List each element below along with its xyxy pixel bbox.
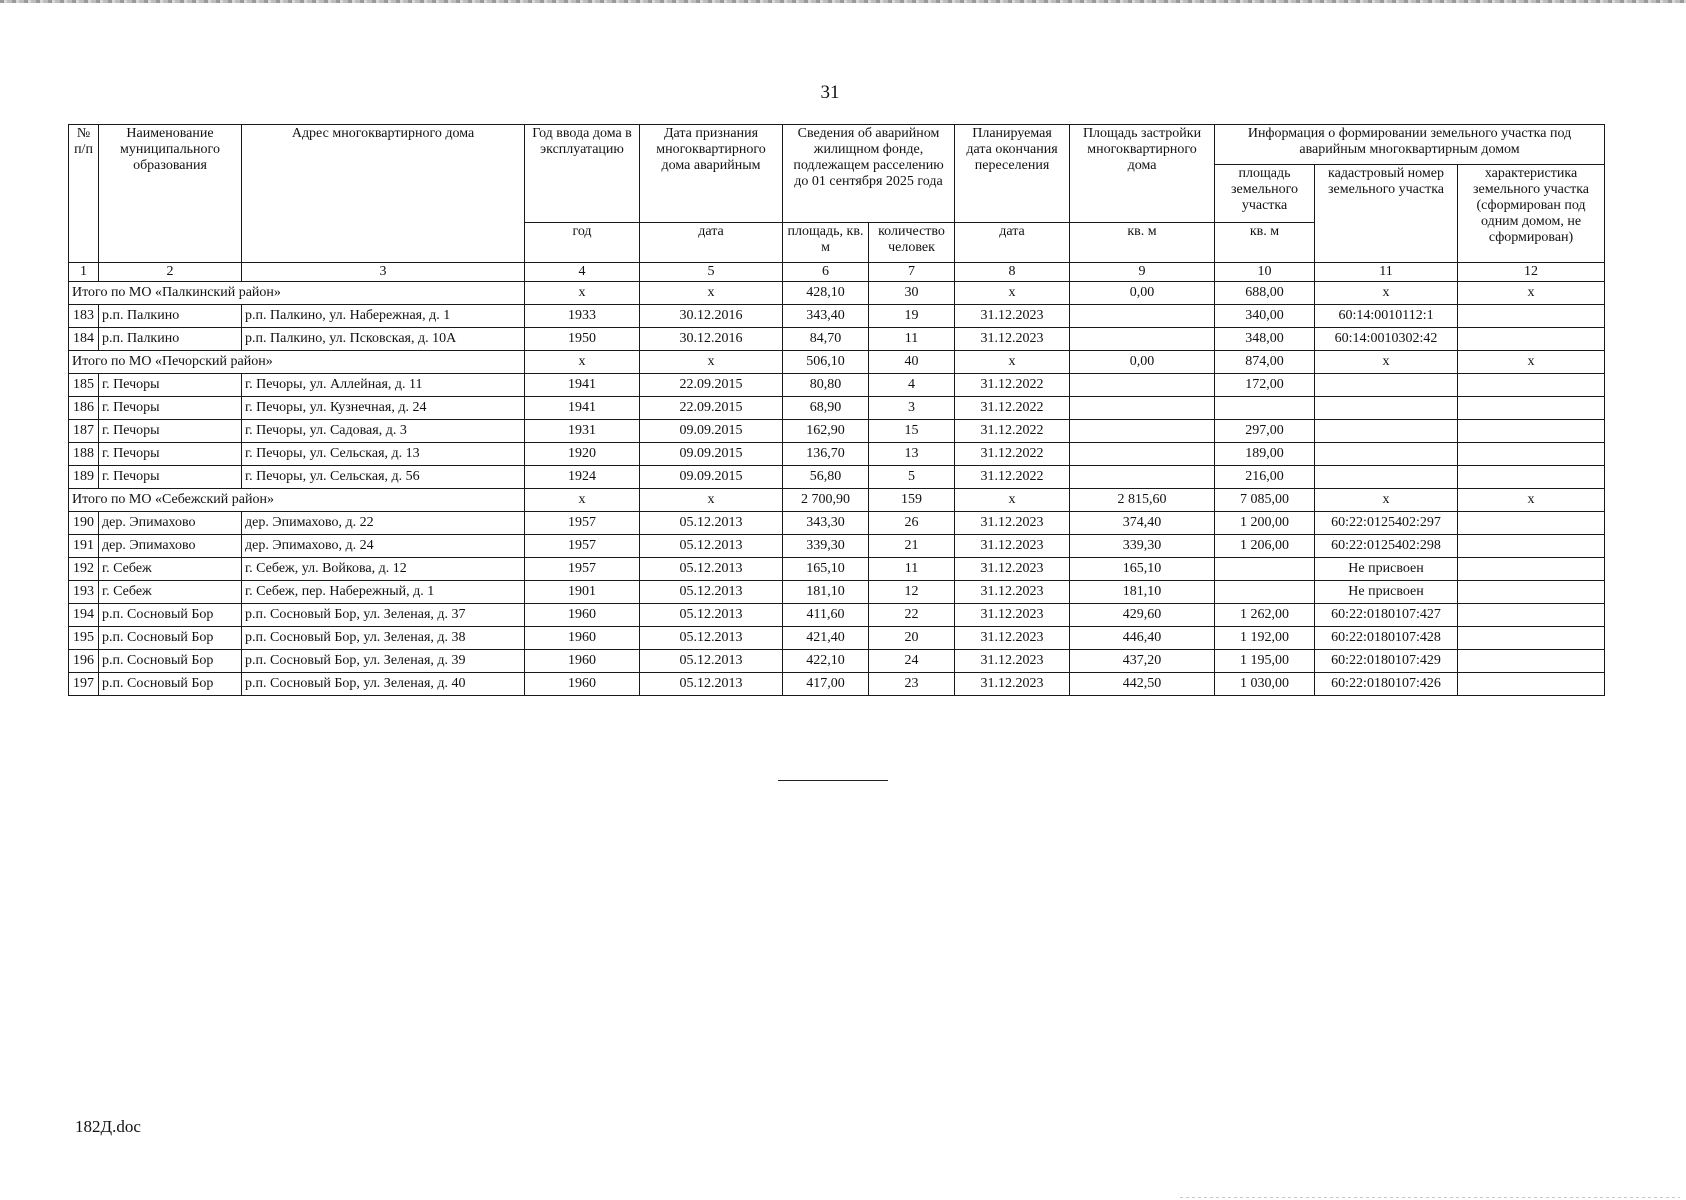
building-area-cell: [1070, 305, 1215, 328]
cadastral-cell: [1315, 374, 1458, 397]
building-area-cell: [1070, 466, 1215, 489]
land-area-cell: 340,00: [1215, 305, 1315, 328]
building-area-cell: [1070, 420, 1215, 443]
row-number: 191: [69, 535, 99, 558]
year-cell: 1957: [525, 512, 640, 535]
planned-date-cell: 31.12.2023: [955, 328, 1070, 351]
cadastral-cell: 60:22:0125402:298: [1315, 535, 1458, 558]
planned-date-cell: x: [955, 489, 1070, 512]
file-reference: 182Д.doc: [75, 1117, 141, 1136]
planned-date-cell: 31.12.2023: [955, 512, 1070, 535]
column-number: 7: [869, 263, 955, 282]
people-cell: 11: [869, 328, 955, 351]
area-cell: 165,10: [783, 558, 869, 581]
cadastral-cell: 60:22:0180107:426: [1315, 673, 1458, 696]
unit-sqm-9: кв. м: [1070, 223, 1215, 263]
row-number: 193: [69, 581, 99, 604]
emergency-date-cell: 05.12.2013: [640, 512, 783, 535]
planned-date-cell: 31.12.2023: [955, 581, 1070, 604]
emergency-date-cell: 22.09.2015: [640, 374, 783, 397]
cadastral-cell: Не присвоен: [1315, 558, 1458, 581]
header-municipality: Наименование муниципального образования: [99, 125, 242, 263]
unit-date-8: дата: [955, 223, 1070, 263]
area-cell: 422,10: [783, 650, 869, 673]
building-area-cell: 2 815,60: [1070, 489, 1215, 512]
year-cell: 1901: [525, 581, 640, 604]
unit-people: количество человек: [869, 223, 955, 263]
subtotal-row: [69, 489, 1605, 512]
building-area-cell: 429,60: [1070, 604, 1215, 627]
people-cell: 5: [869, 466, 955, 489]
land-area-cell: [1215, 397, 1315, 420]
column-number: 10: [1215, 263, 1315, 282]
cadastral-cell: [1315, 466, 1458, 489]
header-no: № п/п: [69, 125, 99, 263]
year-cell: 1941: [525, 397, 640, 420]
cadastral-cell: 60:14:0010302:42: [1315, 328, 1458, 351]
building-area-cell: [1070, 397, 1215, 420]
land-char-cell: x: [1458, 489, 1605, 512]
planned-date-cell: x: [955, 351, 1070, 374]
column-number-row: [69, 263, 1605, 282]
land-char-cell: [1458, 604, 1605, 627]
building-area-cell: 339,30: [1070, 535, 1215, 558]
address-cell: г. Себеж, ул. Войкова, д. 12: [242, 558, 525, 581]
municipality-cell: г. Себеж: [99, 581, 242, 604]
people-cell: 15: [869, 420, 955, 443]
area-cell: 136,70: [783, 443, 869, 466]
land-char-cell: [1458, 397, 1605, 420]
municipality-cell: г. Печоры: [99, 420, 242, 443]
land-area-cell: 1 030,00: [1215, 673, 1315, 696]
municipality-cell: р.п. Сосновый Бор: [99, 627, 242, 650]
emergency-date-cell: x: [640, 282, 783, 305]
column-number: 9: [1070, 263, 1215, 282]
closing-rule: [778, 780, 888, 781]
row-number: 188: [69, 443, 99, 466]
table-row: [69, 512, 1605, 535]
row-number: 195: [69, 627, 99, 650]
unit-sqm-10: кв. м: [1215, 223, 1315, 263]
planned-date-cell: 31.12.2023: [955, 673, 1070, 696]
land-char-cell: [1458, 305, 1605, 328]
address-cell: р.п. Сосновый Бор, ул. Зеленая, д. 37: [242, 604, 525, 627]
emergency-date-cell: 09.09.2015: [640, 466, 783, 489]
building-area-cell: 0,00: [1070, 351, 1215, 374]
planned-date-cell: 31.12.2022: [955, 466, 1070, 489]
land-area-cell: 1 192,00: [1215, 627, 1315, 650]
emergency-date-cell: x: [640, 351, 783, 374]
address-cell: дер. Эпимахово, д. 22: [242, 512, 525, 535]
building-area-cell: [1070, 328, 1215, 351]
unit-date-5: дата: [640, 223, 783, 263]
table-row: [69, 581, 1605, 604]
planned-date-cell: 31.12.2023: [955, 604, 1070, 627]
land-char-cell: [1458, 535, 1605, 558]
subtotal-label: Итого по МО «Себежский район»: [69, 489, 525, 512]
table-row: [69, 466, 1605, 489]
planned-date-cell: 31.12.2022: [955, 374, 1070, 397]
land-char-cell: [1458, 673, 1605, 696]
building-area-cell: 374,40: [1070, 512, 1215, 535]
row-number: 196: [69, 650, 99, 673]
address-cell: г. Печоры, ул. Садовая, д. 3: [242, 420, 525, 443]
municipality-cell: дер. Эпимахово: [99, 535, 242, 558]
land-char-cell: [1458, 466, 1605, 489]
table-row: [69, 328, 1605, 351]
cadastral-cell: [1315, 397, 1458, 420]
land-area-cell: 874,00: [1215, 351, 1315, 374]
cadastral-cell: 60:22:0180107:429: [1315, 650, 1458, 673]
address-cell: р.п. Палкино, ул. Набережная, д. 1: [242, 305, 525, 328]
area-cell: 80,80: [783, 374, 869, 397]
area-cell: 68,90: [783, 397, 869, 420]
header-building-area: Площадь застройки многоквартирного дома: [1070, 125, 1215, 223]
address-cell: г. Печоры, ул. Аллейная, д. 11: [242, 374, 525, 397]
column-number: 3: [242, 263, 525, 282]
emergency-date-cell: 05.12.2013: [640, 673, 783, 696]
planned-date-cell: 31.12.2023: [955, 558, 1070, 581]
building-area-cell: 0,00: [1070, 282, 1215, 305]
row-number: 190: [69, 512, 99, 535]
building-area-cell: [1070, 374, 1215, 397]
municipality-cell: г. Печоры: [99, 397, 242, 420]
area-cell: 181,10: [783, 581, 869, 604]
people-cell: 20: [869, 627, 955, 650]
area-cell: 411,60: [783, 604, 869, 627]
people-cell: 22: [869, 604, 955, 627]
header-cadastral: кадастровый номер земельного участка: [1315, 165, 1458, 263]
land-area-cell: 1 262,00: [1215, 604, 1315, 627]
header-land-char: характеристика земельного участка (сформирован под одним домом, не сформирован): [1458, 165, 1605, 263]
address-cell: г. Себеж, пер. Набережный, д. 1: [242, 581, 525, 604]
column-number: 4: [525, 263, 640, 282]
area-cell: 162,90: [783, 420, 869, 443]
address-cell: р.п. Сосновый Бор, ул. Зеленая, д. 40: [242, 673, 525, 696]
row-number: 184: [69, 328, 99, 351]
area-cell: 421,40: [783, 627, 869, 650]
people-cell: 26: [869, 512, 955, 535]
row-number: 185: [69, 374, 99, 397]
row-number: 187: [69, 420, 99, 443]
building-area-cell: 165,10: [1070, 558, 1215, 581]
cadastral-cell: 60:14:0010112:1: [1315, 305, 1458, 328]
year-cell: x: [525, 282, 640, 305]
land-area-cell: [1215, 558, 1315, 581]
table-row: [69, 420, 1605, 443]
land-char-cell: [1458, 627, 1605, 650]
land-char-cell: [1458, 558, 1605, 581]
municipality-cell: г. Печоры: [99, 374, 242, 397]
area-cell: 56,80: [783, 466, 869, 489]
municipality-cell: р.п. Палкино: [99, 328, 242, 351]
cadastral-cell: [1315, 420, 1458, 443]
people-cell: 40: [869, 351, 955, 374]
cadastral-cell: x: [1315, 351, 1458, 374]
scan-edge-bottom: [1180, 1197, 1680, 1198]
row-number: 192: [69, 558, 99, 581]
land-area-cell: 348,00: [1215, 328, 1315, 351]
header-planned-date: Планируемая дата окончания переселения: [955, 125, 1070, 223]
subtotal-row: [69, 351, 1605, 374]
municipality-cell: р.п. Палкино: [99, 305, 242, 328]
land-char-cell: [1458, 512, 1605, 535]
people-cell: 19: [869, 305, 955, 328]
header-address: Адрес многоквартирного дома: [242, 125, 525, 263]
land-char-cell: [1458, 581, 1605, 604]
area-cell: 343,40: [783, 305, 869, 328]
land-area-cell: 1 200,00: [1215, 512, 1315, 535]
column-number: 5: [640, 263, 783, 282]
people-cell: 24: [869, 650, 955, 673]
municipality-cell: г. Себеж: [99, 558, 242, 581]
municipality-cell: г. Печоры: [99, 443, 242, 466]
table-row: [69, 374, 1605, 397]
land-area-cell: 189,00: [1215, 443, 1315, 466]
people-cell: 11: [869, 558, 955, 581]
people-cell: 23: [869, 673, 955, 696]
building-area-cell: 442,50: [1070, 673, 1215, 696]
table-row: [69, 397, 1605, 420]
building-area-cell: 437,20: [1070, 650, 1215, 673]
area-cell: 84,70: [783, 328, 869, 351]
land-area-cell: 1 206,00: [1215, 535, 1315, 558]
municipality-cell: р.п. Сосновый Бор: [99, 650, 242, 673]
table-row: [69, 305, 1605, 328]
people-cell: 12: [869, 581, 955, 604]
area-cell: 343,30: [783, 512, 869, 535]
year-cell: 1941: [525, 374, 640, 397]
address-cell: г. Печоры, ул. Сельская, д. 13: [242, 443, 525, 466]
land-char-cell: x: [1458, 351, 1605, 374]
land-char-cell: x: [1458, 282, 1605, 305]
year-cell: x: [525, 489, 640, 512]
subtotal-row: [69, 282, 1605, 305]
address-cell: р.п. Палкино, ул. Псковская, д. 10А: [242, 328, 525, 351]
cadastral-cell: x: [1315, 489, 1458, 512]
header-emergency-fund: Сведения об аварийном жилищном фонде, подлежащем расселению до 01 сентября 2025 года: [783, 125, 955, 223]
address-cell: г. Печоры, ул. Кузнечная, д. 24: [242, 397, 525, 420]
emergency-date-cell: 05.12.2013: [640, 650, 783, 673]
column-number: 1: [69, 263, 99, 282]
table-row: [69, 650, 1605, 673]
people-cell: 30: [869, 282, 955, 305]
year-cell: 1957: [525, 558, 640, 581]
people-cell: 3: [869, 397, 955, 420]
land-area-cell: 688,00: [1215, 282, 1315, 305]
year-cell: x: [525, 351, 640, 374]
land-area-cell: 216,00: [1215, 466, 1315, 489]
table-row: [69, 673, 1605, 696]
municipality-cell: р.п. Сосновый Бор: [99, 673, 242, 696]
year-cell: 1924: [525, 466, 640, 489]
cadastral-cell: Не присвоен: [1315, 581, 1458, 604]
row-number: 183: [69, 305, 99, 328]
emergency-date-cell: 05.12.2013: [640, 558, 783, 581]
header-land-area: площадь земельного участка: [1215, 165, 1315, 223]
land-area-cell: 297,00: [1215, 420, 1315, 443]
land-area-cell: 1 195,00: [1215, 650, 1315, 673]
emergency-date-cell: 22.09.2015: [640, 397, 783, 420]
emergency-date-cell: 05.12.2013: [640, 604, 783, 627]
emergency-date-cell: 30.12.2016: [640, 305, 783, 328]
area-cell: 339,30: [783, 535, 869, 558]
planned-date-cell: 31.12.2022: [955, 397, 1070, 420]
building-area-cell: [1070, 443, 1215, 466]
address-cell: г. Печоры, ул. Сельская, д. 56: [242, 466, 525, 489]
building-area-cell: 446,40: [1070, 627, 1215, 650]
people-cell: 4: [869, 374, 955, 397]
emergency-date-cell: 30.12.2016: [640, 328, 783, 351]
table-body: [69, 263, 1605, 696]
subtotal-label: Итого по МО «Палкинский район»: [69, 282, 525, 305]
header-emergency-date: Дата признания многоквартирного дома аварийным: [640, 125, 783, 223]
subtotal-label: Итого по МО «Печорский район»: [69, 351, 525, 374]
land-char-cell: [1458, 650, 1605, 673]
area-cell: 2 700,90: [783, 489, 869, 512]
year-cell: 1950: [525, 328, 640, 351]
planned-date-cell: 31.12.2022: [955, 443, 1070, 466]
year-cell: 1960: [525, 673, 640, 696]
people-cell: 13: [869, 443, 955, 466]
year-cell: 1960: [525, 627, 640, 650]
municipality-cell: г. Печоры: [99, 466, 242, 489]
row-number: 186: [69, 397, 99, 420]
row-number: 197: [69, 673, 99, 696]
emergency-housing-table: [68, 124, 1605, 696]
year-cell: 1960: [525, 604, 640, 627]
table-row: [69, 604, 1605, 627]
year-cell: 1920: [525, 443, 640, 466]
year-cell: 1957: [525, 535, 640, 558]
address-cell: дер. Эпимахово, д. 24: [242, 535, 525, 558]
cadastral-cell: x: [1315, 282, 1458, 305]
emergency-date-cell: 09.09.2015: [640, 420, 783, 443]
area-cell: 428,10: [783, 282, 869, 305]
land-char-cell: [1458, 420, 1605, 443]
area-cell: 506,10: [783, 351, 869, 374]
cadastral-cell: 60:22:0180107:428: [1315, 627, 1458, 650]
table-header: [69, 125, 1605, 263]
planned-date-cell: 31.12.2023: [955, 650, 1070, 673]
unit-year: год: [525, 223, 640, 263]
header-land-info: Информация о формировании земельного участка под аварийным многоквартирным домом: [1215, 125, 1605, 165]
people-cell: 159: [869, 489, 955, 512]
table-row: [69, 558, 1605, 581]
land-area-cell: [1215, 581, 1315, 604]
land-char-cell: [1458, 443, 1605, 466]
year-cell: 1931: [525, 420, 640, 443]
table-row: [69, 443, 1605, 466]
emergency-date-cell: 05.12.2013: [640, 627, 783, 650]
page-number: 31: [820, 82, 840, 103]
emergency-date-cell: 05.12.2013: [640, 581, 783, 604]
planned-date-cell: 31.12.2023: [955, 627, 1070, 650]
address-cell: р.п. Сосновый Бор, ул. Зеленая, д. 39: [242, 650, 525, 673]
land-area-cell: 172,00: [1215, 374, 1315, 397]
cadastral-cell: 60:22:0125402:297: [1315, 512, 1458, 535]
year-cell: 1960: [525, 650, 640, 673]
planned-date-cell: 31.12.2023: [955, 305, 1070, 328]
unit-area: площадь, кв. м: [783, 223, 869, 263]
building-area-cell: 181,10: [1070, 581, 1215, 604]
address-cell: р.п. Сосновый Бор, ул. Зеленая, д. 38: [242, 627, 525, 650]
row-number: 189: [69, 466, 99, 489]
emergency-date-cell: x: [640, 489, 783, 512]
municipality-cell: дер. Эпимахово: [99, 512, 242, 535]
people-cell: 21: [869, 535, 955, 558]
area-cell: 417,00: [783, 673, 869, 696]
column-number: 11: [1315, 263, 1458, 282]
land-char-cell: [1458, 374, 1605, 397]
row-number: 194: [69, 604, 99, 627]
year-cell: 1933: [525, 305, 640, 328]
land-char-cell: [1458, 328, 1605, 351]
municipality-cell: р.п. Сосновый Бор: [99, 604, 242, 627]
header-year-built: Год ввода дома в эксплуатацию: [525, 125, 640, 223]
emergency-date-cell: 09.09.2015: [640, 443, 783, 466]
planned-date-cell: 31.12.2023: [955, 535, 1070, 558]
planned-date-cell: 31.12.2022: [955, 420, 1070, 443]
column-number: 6: [783, 263, 869, 282]
column-number: 12: [1458, 263, 1605, 282]
table-row: [69, 627, 1605, 650]
column-number: 8: [955, 263, 1070, 282]
land-area-cell: 7 085,00: [1215, 489, 1315, 512]
scan-edge-top: [0, 0, 1686, 3]
planned-date-cell: x: [955, 282, 1070, 305]
column-number: 2: [99, 263, 242, 282]
emergency-date-cell: 05.12.2013: [640, 535, 783, 558]
table-row: [69, 535, 1605, 558]
cadastral-cell: [1315, 443, 1458, 466]
cadastral-cell: 60:22:0180107:427: [1315, 604, 1458, 627]
